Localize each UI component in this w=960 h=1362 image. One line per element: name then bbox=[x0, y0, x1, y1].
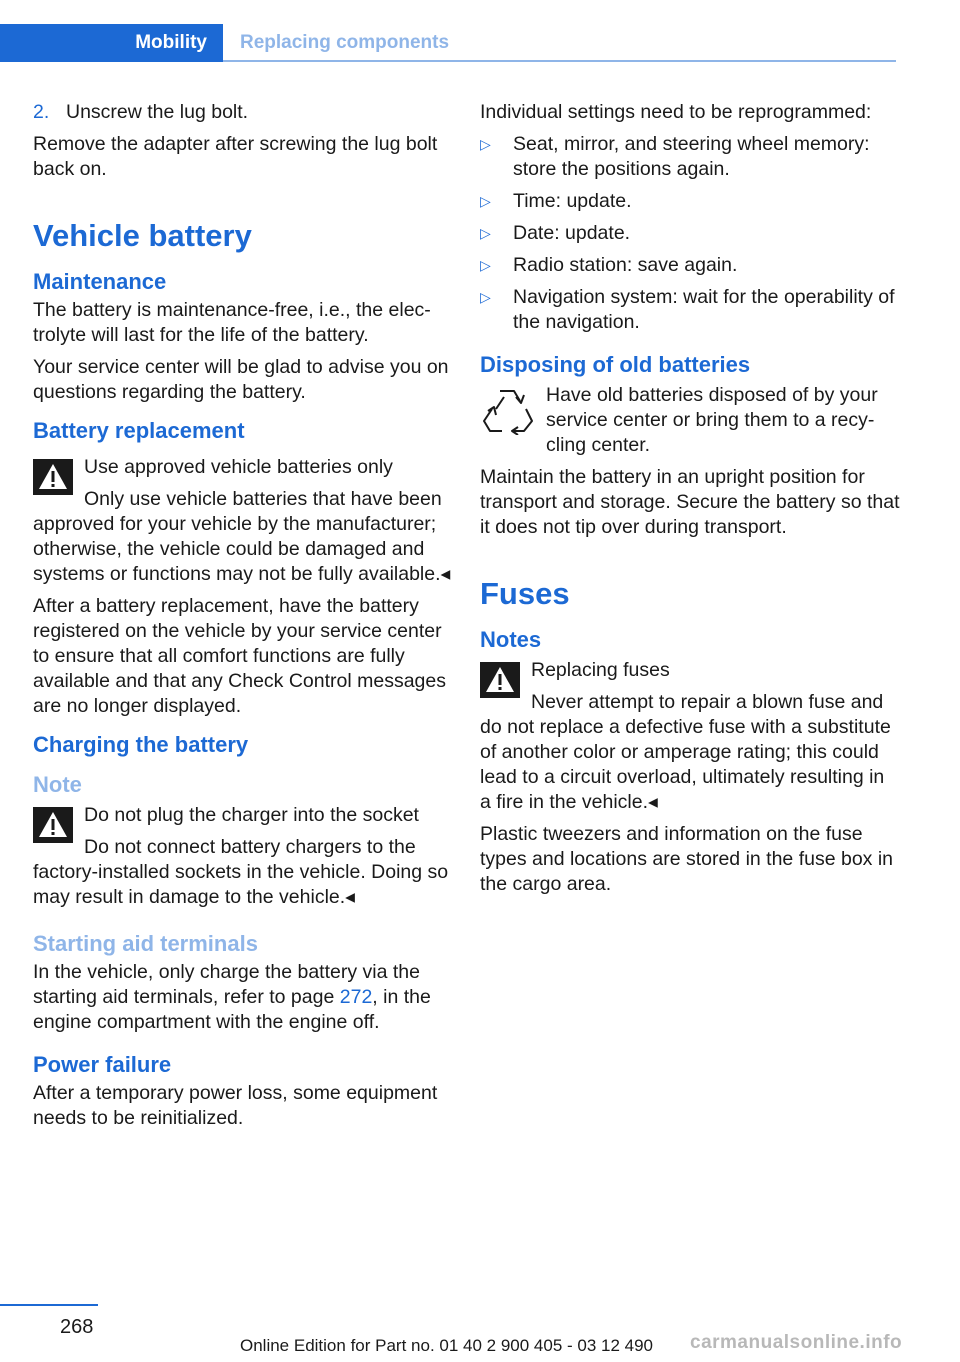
warning-body: Only use vehicle batteries that have been approved for your vehicle by the manufacturer; otherwise, the vehicle could be damaged and systems or functions may not be fully available.◂ bbox=[33, 488, 451, 585]
triangle-bullet-icon: ▷ bbox=[480, 289, 491, 305]
warning-charger-socket bbox=[33, 803, 451, 910]
page-number: 268 bbox=[60, 1316, 94, 1338]
right-column bbox=[480, 100, 900, 904]
warning-title: Replacing fuses bbox=[531, 659, 670, 681]
page-number-rule bbox=[0, 1304, 98, 1306]
maintenance-paragraph-2: Your service center will be glad to advise you on questions regarding the battery. bbox=[33, 356, 449, 403]
warning-title: Do not plug the charger into the socket bbox=[84, 804, 419, 826]
page-link-272[interactable]: 272 bbox=[339, 986, 373, 1008]
step-text: Unscrew the lug bolt. bbox=[66, 101, 249, 123]
list-item-text: Date: update. bbox=[513, 222, 631, 244]
left-column bbox=[33, 100, 451, 1138]
warning-icon bbox=[33, 807, 73, 843]
warning-icon bbox=[480, 662, 520, 698]
list-item bbox=[480, 132, 900, 182]
warning-replacing-fuses bbox=[480, 658, 900, 815]
warning-icon bbox=[33, 459, 73, 495]
list-item bbox=[480, 221, 900, 246]
heading-note: Note bbox=[33, 772, 82, 797]
list-item-text: Time: update. bbox=[513, 190, 632, 212]
triangle-bullet-icon: ▷ bbox=[480, 225, 491, 241]
heading-fuses: Fuses bbox=[480, 576, 570, 611]
list-item bbox=[480, 253, 900, 278]
adapter-paragraph: Remove the adapter after screwing the lug bolt back on. bbox=[33, 133, 438, 180]
maintain-paragraph: Maintain the battery in an upright position for transport and storage. Secure the battery so that it does not tip over during transport. bbox=[480, 466, 900, 538]
heading-maintenance: Maintenance bbox=[33, 269, 167, 294]
list-item bbox=[480, 189, 900, 214]
triangle-bullet-icon: ▷ bbox=[480, 257, 491, 273]
list-item-text: Navigation system: wait for the operability of the navigation. bbox=[513, 286, 895, 333]
recycle-note bbox=[480, 383, 900, 458]
step-number: 2. bbox=[33, 101, 50, 123]
recycle-icon bbox=[480, 383, 534, 435]
heading-power-failure: Power failure bbox=[33, 1052, 172, 1077]
tweezers-paragraph: Plastic tweezers and information on the fuse types and locations are stored in the fuse box in the cargo area. bbox=[480, 823, 894, 895]
list-item-text: Seat, mirror, and steering wheel memory: store the positions again. bbox=[513, 133, 870, 180]
reprogram-intro: Individual settings need to be reprogrammed: bbox=[480, 101, 872, 123]
starting-aid-text-before: In the vehicle, only charge the battery via the starting aid terminals, refer to page bbox=[33, 961, 420, 1008]
heading-starting-aid: Starting aid terminals bbox=[33, 931, 258, 956]
warning-approved-batteries bbox=[33, 455, 451, 587]
watermark: carmanualsonline.info bbox=[690, 1332, 903, 1353]
numbered-step bbox=[33, 100, 451, 125]
list-item-text: Radio station: save again. bbox=[513, 254, 738, 276]
replacement-paragraph: After a battery replacement, have the battery registered on the vehicle by your service center to ensure that all comfort functions are fully available and that any Check Control messages are no longer displayed. bbox=[33, 595, 446, 717]
page-header bbox=[0, 24, 896, 62]
heading-vehicle-battery: Vehicle battery bbox=[33, 218, 252, 253]
header-rule bbox=[223, 60, 896, 62]
starting-aid-paragraph bbox=[33, 960, 451, 1035]
warning-body: Do not connect battery chargers to the factory-installed sockets in the vehicle. Doing so may result in damage to the vehicle.◂ bbox=[33, 836, 449, 908]
maintenance-paragraph-1: The battery is maintenance-free, i.e., the electrolyte will last for the life of the battery. bbox=[33, 299, 431, 346]
starting-aid-text-after: , in the engine compartment with the engine off. bbox=[33, 986, 431, 1033]
footer-edition: Online Edition for Part no. 01 40 2 900 405 - 03 12 490 bbox=[240, 1336, 654, 1355]
heading-notes: Notes bbox=[480, 627, 542, 652]
triangle-bullet-icon: ▷ bbox=[480, 193, 491, 209]
warning-title: Use approved vehicle batteries only bbox=[84, 456, 393, 478]
warning-body: Never attempt to repair a blown fuse and do not replace a defective fuse with a substitute of another color or amperage rating; this could lead to a circuit overload, ultimately resulting in a fire in the vehicle.◂ bbox=[480, 691, 891, 813]
triangle-bullet-icon: ▷ bbox=[480, 136, 491, 152]
heading-disposing: Disposing of old batteries bbox=[480, 352, 751, 377]
power-failure-paragraph: After a temporary power loss, some equipment needs to be reinitialized. bbox=[33, 1082, 438, 1129]
header-subsection-tab[interactable]: Replacing components bbox=[240, 32, 450, 53]
heading-battery-replacement: Battery replacement bbox=[33, 418, 245, 443]
heading-charging: Charging the battery bbox=[33, 732, 249, 757]
header-section-tab[interactable]: Mobility bbox=[0, 24, 223, 62]
list-item bbox=[480, 285, 900, 335]
disposing-text: Have old batteries disposed of by your service center or bring them to a recycling center. bbox=[546, 384, 878, 456]
